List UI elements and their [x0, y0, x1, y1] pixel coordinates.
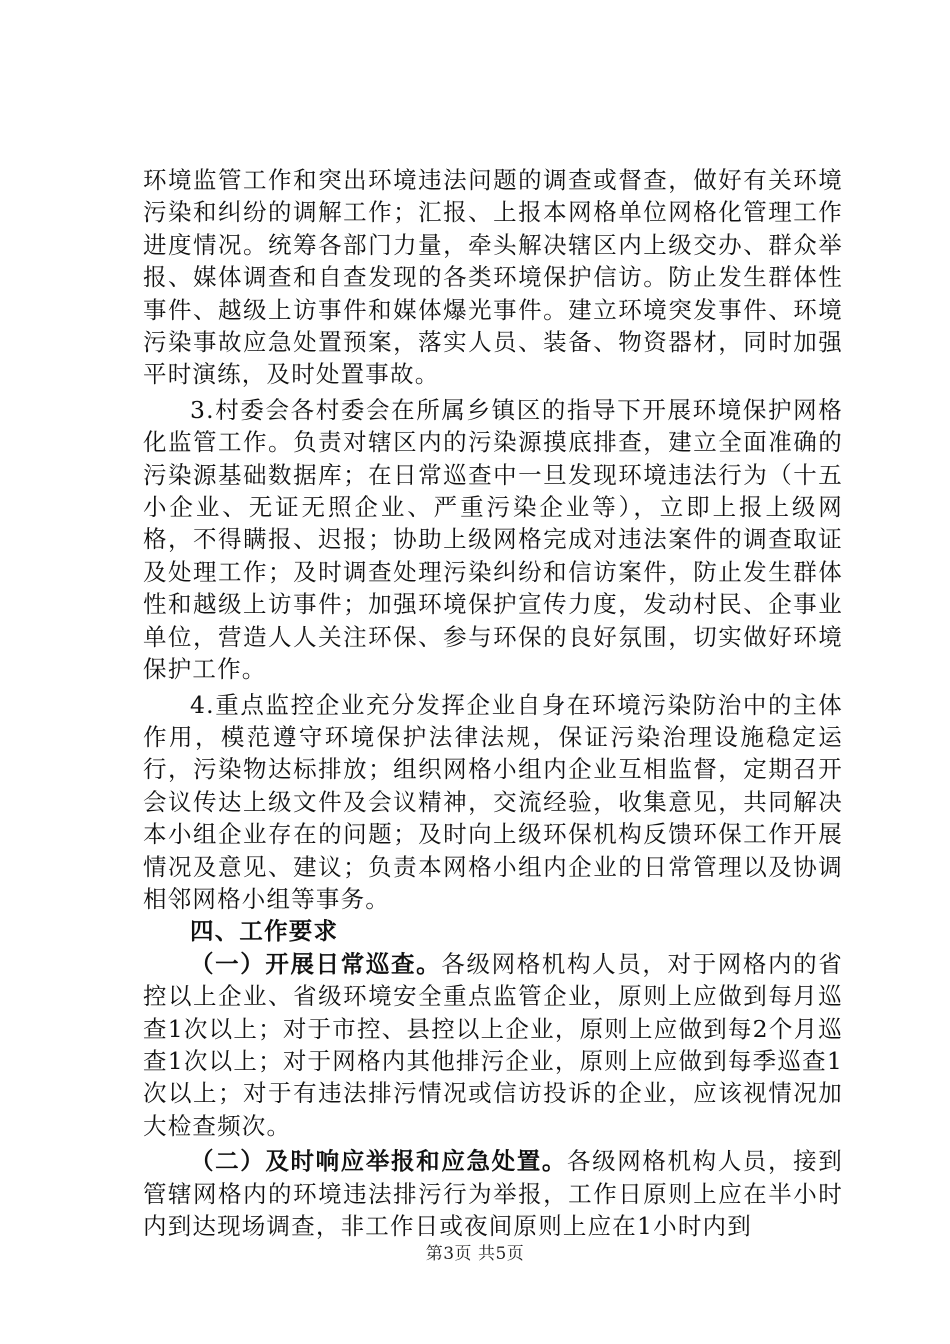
section-heading: 四、工作要求	[190, 917, 339, 946]
requirement-text: 各级网格机构人员，对于网格内的省控以上企业、省级环境安全重点监管企业，原则上应做到每月巡查1次以上；对于市控、县控以上企业，原则上应做到每2个月巡查1次以上；对于网格内其他排污企业，原则上应做到每季巡查1次以上；对于有违法排污情况或信访投诉的企业，应该视情况加大检查频次。	[143, 949, 844, 1140]
requirement-item	[143, 1145, 843, 1242]
document-body	[143, 164, 843, 1242]
paragraph-village-committee: 3.村委会各村委会在所属乡镇区的指导下开展环境保护网格化监管工作。负责对辖区内的污染源摸底排查，建立全面准确的污染源基础数据库；在日常巡查中一旦发现环境违法行为（十五小企业、无证无照企业、严重污染企业等），立即上报上级网格，不得瞒报、迟报；协助上级网格完成对违法案件的调查取证及处理工作；及时调查处理污染纠纷和信访案件，防止发生群体性和越级上访事件；加强环境保护宣传力度，发动村民、企事业单位，营造人人关注环保、参与环保的良好氛围，切实做好环境保护工作。	[143, 395, 843, 684]
requirement-lead: （一）开展日常巡查。	[190, 949, 442, 978]
paragraph-key-enterprises: 4.重点监控企业充分发挥企业自身在环境污染防治中的主体作用，模范遵守环境保护法律法规，保证污染治理设施稳定运行，污染物达标排放；组织网格小组内企业互相监督，定期召开会议传达上级文件及会议精神，交流经验，收集意见，共同解决本小组企业存在的问题；及时向上级环保机构反馈环保工作开展情况及意见、建议；负责本网格小组内企业的日常管理以及协调相邻网格小组等事务。	[143, 690, 843, 913]
requirement-item	[143, 948, 843, 1142]
requirement-text: 各级网格机构人员，接到管辖网格内的环境违法排污行为举报，工作日原则上应在半小时内到达现场调查，非工作日或夜间原则上应在1小时内到	[143, 1147, 844, 1240]
page-footer: 第3页 共5页	[425, 1244, 525, 1264]
paragraph-continuation: 环境监管工作和突出环境违法问题的调查或督查，做好有关环境污染和纠纷的调解工作；汇报、上报本网格单位网格化管理工作进度情况。统筹各部门力量，牵头解决辖区内上级交办、群众举报、媒体调查和自查发现的各类环境保护信访。防止发生群体性事件、越级上访事件和媒体爆光事件。建立环境突发事件、环境污染事故应急处置预案，落实人员、装备、物资器材，同时加强平时演练，及时处置事故。	[143, 166, 843, 389]
requirement-lead: （二）及时响应举报和应急处置。	[190, 1147, 567, 1176]
